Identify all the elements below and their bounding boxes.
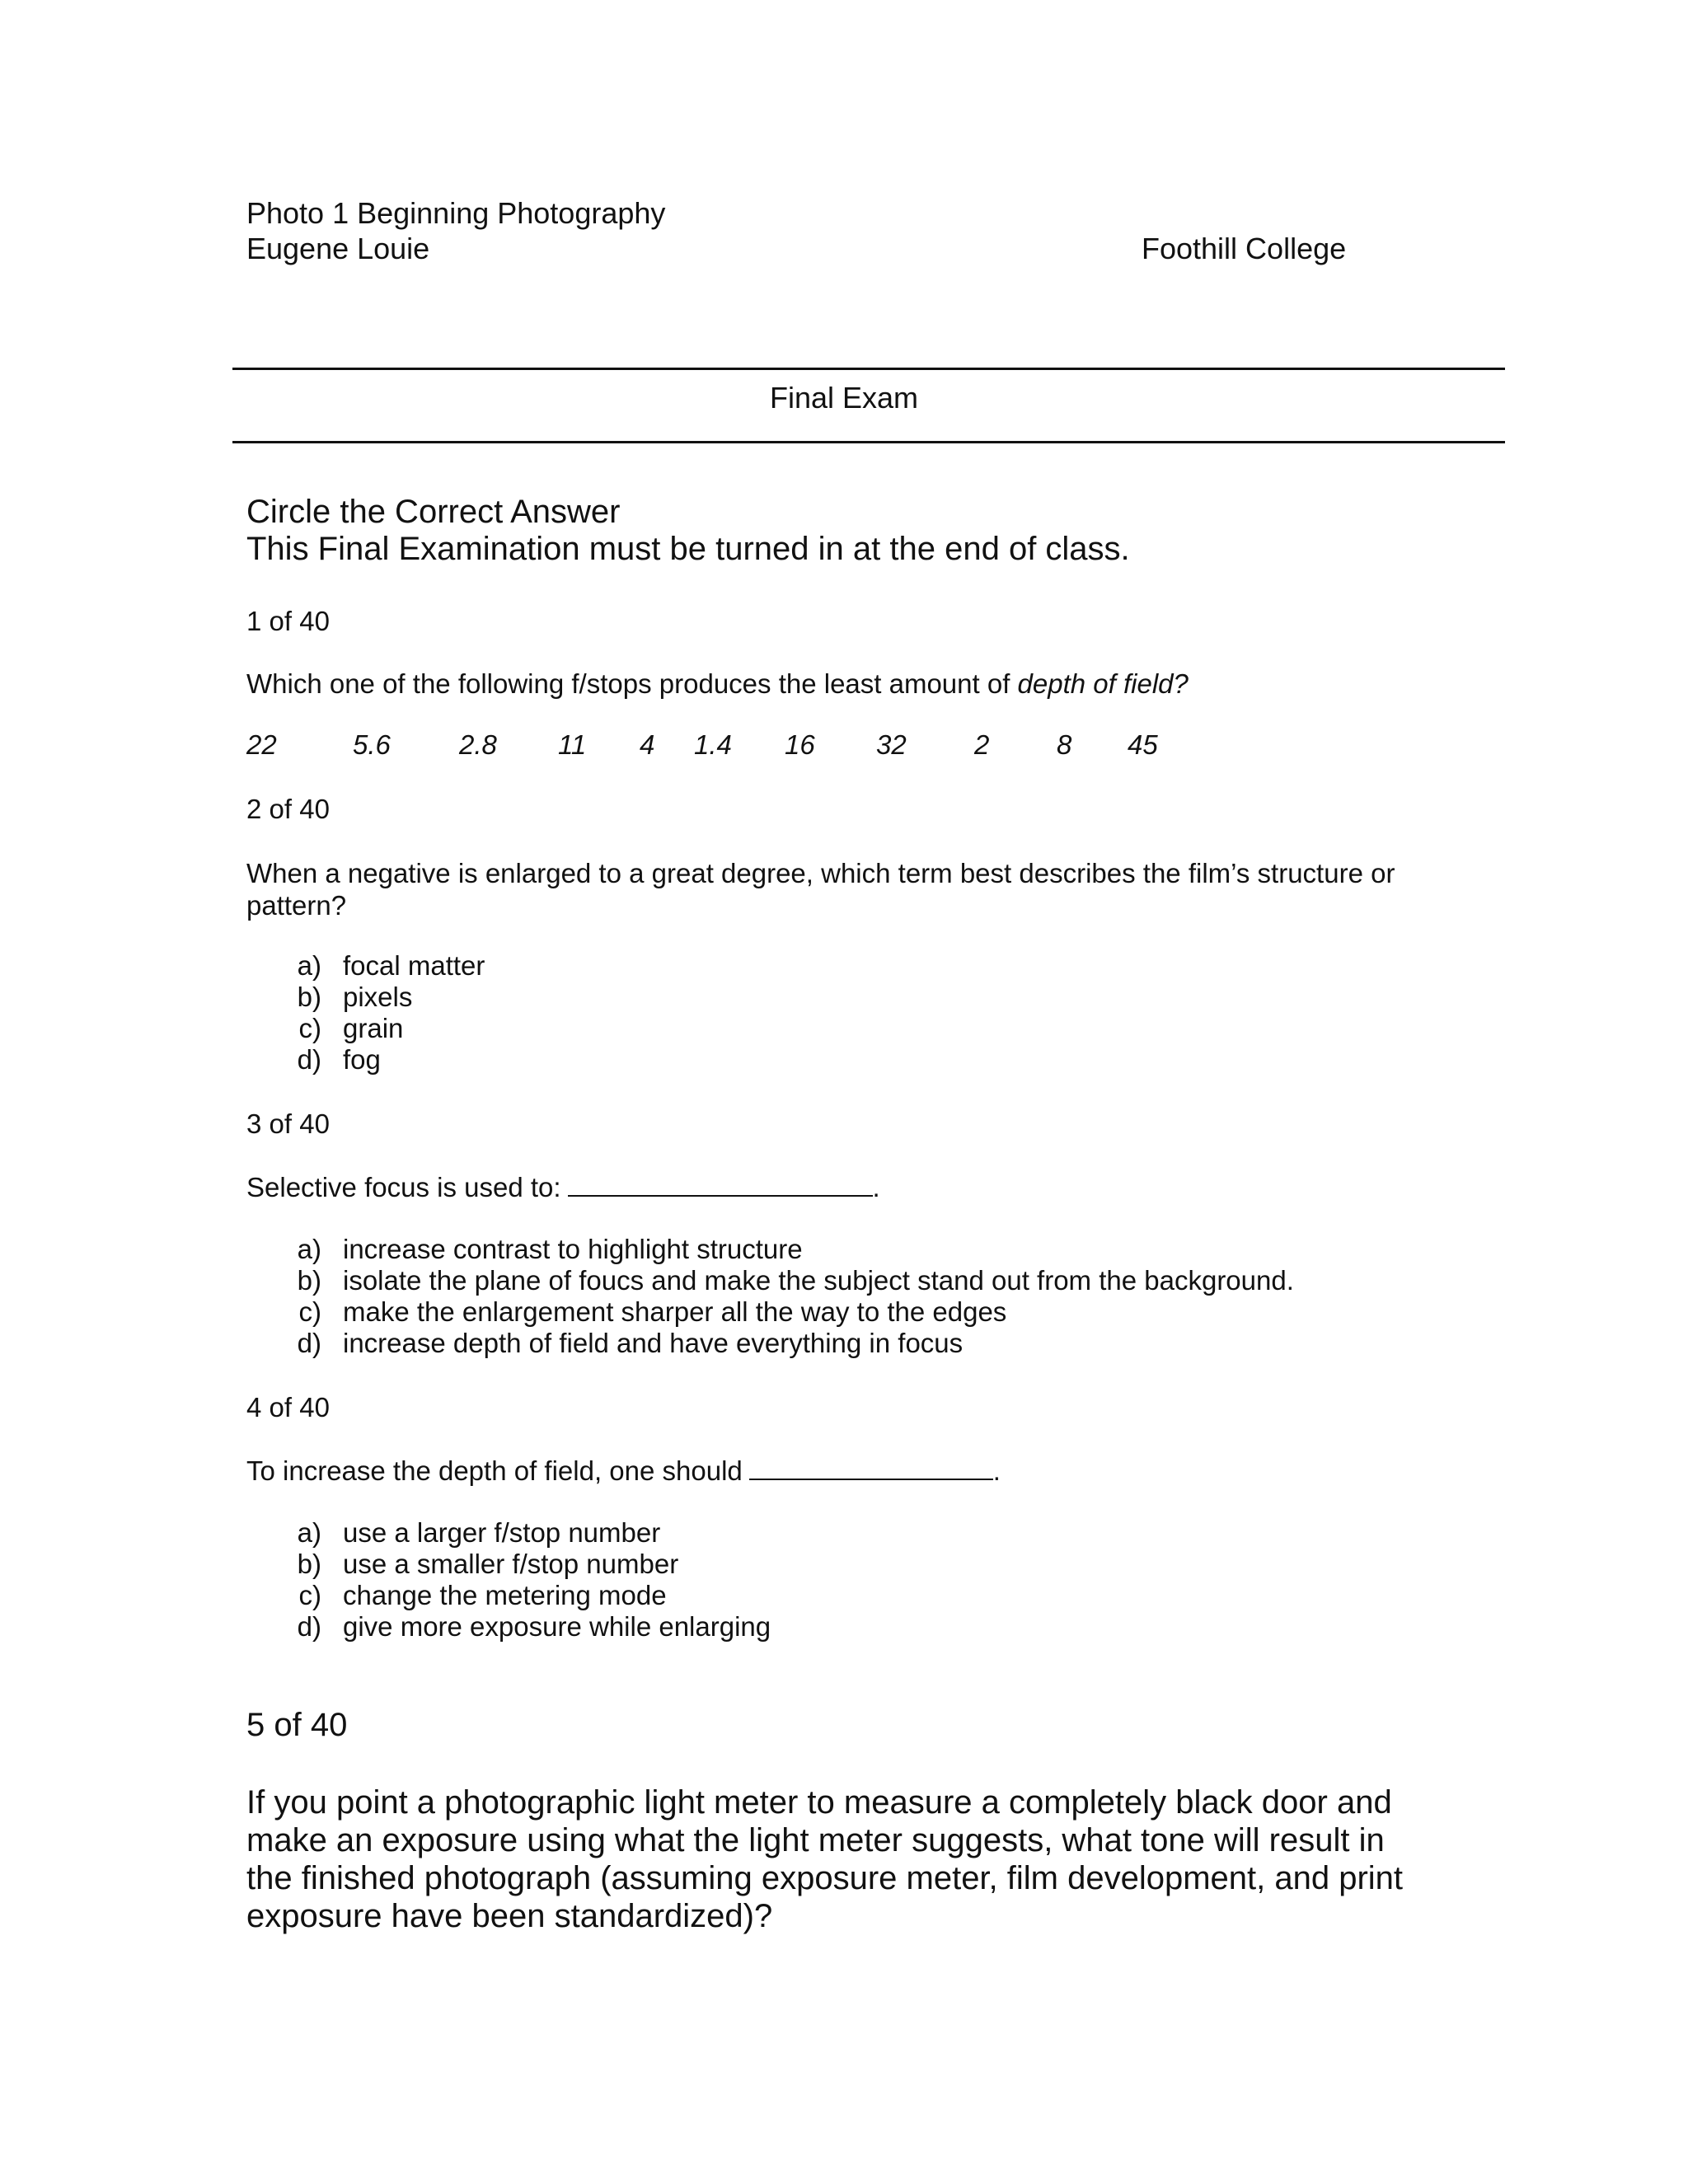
answer-option[interactable]: give more exposure while enlarging <box>343 1611 771 1642</box>
question-5-text: If you point a photographic light meter to measure a completely black door and make an exposure using what the light meter suggests, what tone will result in the finished photograph (assuming exposure meter, film development, and print exposure have been standardized)? <box>246 1784 1404 1934</box>
option-letter: d) <box>297 1328 321 1358</box>
instructions-line-1: Circle the Correct Answer <box>246 494 621 530</box>
option-letter: b) <box>297 1549 321 1579</box>
question-2-text: When a negative is enlarged to a great degree, which term best describes the film’s structure or pattern? <box>246 858 1395 921</box>
fstop-option[interactable]: 5.6 <box>353 729 391 760</box>
question-1-text <box>246 668 1189 700</box>
fstop-option[interactable]: 32 <box>876 729 907 760</box>
question-2-number: 2 of 40 <box>246 794 330 824</box>
fstop-option[interactable]: 22 <box>246 729 277 760</box>
college-name: Foothill College <box>1142 232 1347 265</box>
instructions-line-2: This Final Examination must be turned in at the end of class. <box>246 531 1130 567</box>
question-3-text <box>246 1170 880 1203</box>
answer-blank[interactable] <box>749 1454 993 1480</box>
question-4-period: . <box>992 1455 1001 1486</box>
question-4-text-main: To increase the depth of field, one should <box>246 1455 743 1486</box>
title-bottom-rule <box>232 441 1505 443</box>
instructor-name: Eugene Louie <box>246 232 430 265</box>
fstop-option[interactable]: 4 <box>640 729 655 760</box>
fstop-option[interactable]: 8 <box>1057 729 1072 760</box>
question-5-number: 5 of 40 <box>246 1707 348 1743</box>
question-1-text-main: Which one of the following f/stops produces the least amount of <box>246 668 1018 699</box>
option-letter: d) <box>297 1611 321 1642</box>
question-3-text-main: Selective focus is used to: <box>246 1172 561 1202</box>
course-title: Photo 1 Beginning Photography <box>246 196 666 230</box>
option-letter: b) <box>297 982 321 1012</box>
question-3-number: 3 of 40 <box>246 1108 330 1139</box>
answer-option[interactable]: increase contrast to highlight structure <box>343 1234 803 1264</box>
question-3-period: . <box>872 1172 880 1202</box>
answer-option[interactable]: focal matter <box>343 950 485 981</box>
fstop-option[interactable]: 1.4 <box>694 729 732 760</box>
option-letter: c) <box>298 1013 321 1043</box>
fstop-option[interactable]: 2.8 <box>459 729 497 760</box>
option-letter: a) <box>297 1517 321 1548</box>
answer-option[interactable]: pixels <box>343 982 413 1012</box>
question-4-text <box>246 1454 1001 1487</box>
option-letter: a) <box>297 950 321 981</box>
answer-option[interactable]: change the metering mode <box>343 1580 667 1610</box>
answer-option[interactable]: increase depth of field and have everything in focus <box>343 1328 964 1358</box>
option-letter: c) <box>298 1580 321 1610</box>
title-top-rule <box>232 368 1505 370</box>
option-letter: d) <box>297 1044 321 1075</box>
fstop-option[interactable]: 11 <box>558 729 587 760</box>
fstop-option[interactable]: 45 <box>1128 729 1158 760</box>
answer-option[interactable]: make the enlargement sharper all the way to the edges <box>343 1296 1007 1327</box>
answer-option[interactable]: isolate the plane of foucs and make the subject stand out from the background. <box>343 1265 1294 1296</box>
fstop-option[interactable]: 16 <box>785 729 815 760</box>
answer-option[interactable]: fog <box>343 1044 381 1075</box>
answer-option[interactable]: use a smaller f/stop number <box>343 1549 679 1579</box>
option-letter: b) <box>297 1265 321 1296</box>
option-letter: a) <box>297 1234 321 1264</box>
question-4-number: 4 of 40 <box>246 1392 330 1422</box>
answer-blank[interactable] <box>568 1170 873 1197</box>
option-letter: c) <box>298 1296 321 1327</box>
fstop-option[interactable]: 2 <box>974 729 990 760</box>
exam-title: Final Exam <box>769 381 919 415</box>
answer-option[interactable]: grain <box>343 1013 404 1043</box>
question-1-text-emphasis: depth of field? <box>1017 668 1189 699</box>
question-1-number: 1 of 40 <box>246 606 330 636</box>
answer-option[interactable]: use a larger f/stop number <box>343 1517 661 1548</box>
